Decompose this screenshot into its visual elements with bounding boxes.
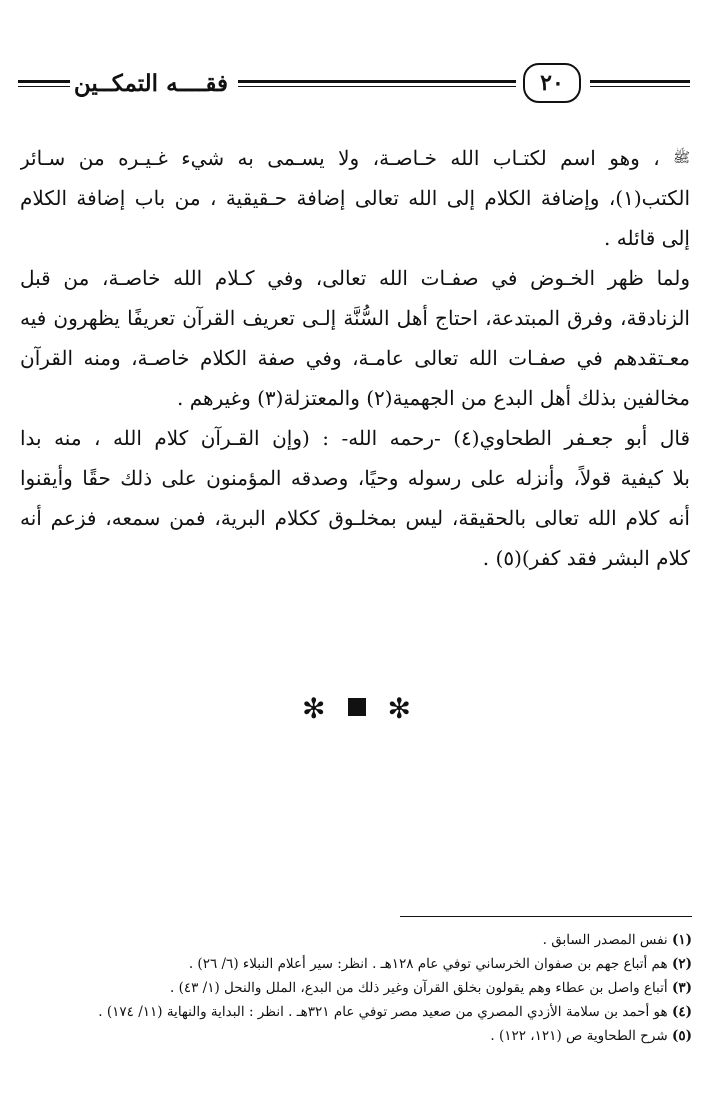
header-rule-middle-top — [238, 80, 516, 83]
footnote-item — [20, 1000, 692, 1024]
footnote-number: (٥) — [671, 1028, 692, 1044]
footnote-item — [20, 1024, 692, 1048]
footnote-text: نفس المصدر السابق . — [542, 932, 668, 948]
running-title: فقــــه التمكــين — [73, 70, 228, 97]
paragraph-line-text: ، وهو اسم لكتـاب الله خـاصـة، ولا يسـمى به شيء غـيـره من سـائر — [20, 146, 660, 170]
paragraph-line: ولما ظهر الخـوض في صفـات الله تعالى، وفي كـلام الله خاصـة، من قبل — [20, 266, 690, 290]
header-rule-right-top — [590, 80, 690, 83]
header-rule-left-top — [18, 80, 70, 83]
footnote-separator — [400, 916, 692, 917]
footnote-text: هم أتباع جهم بن صفوان الخرساني توفي عام ١٢٨هـ . انظر: سير أعلام النبلاء (٦/ ٢٦) . — [188, 956, 668, 972]
paragraph-line: كلام البشر فقد كفر)(٥) . — [482, 546, 690, 570]
footnote-item — [20, 928, 692, 952]
footnote-text: شرح الطحاوية ص (١٢١، ١٢٢) . — [490, 1028, 668, 1044]
footnote-text: هو أحمد بن سلامة الأزدي المصري من صعيد مصر توفي عام ٣٢١هـ . انظر : البداية والنهاية (١١/ ١٧٤) . — [98, 1004, 668, 1020]
header-rule-left-bottom — [18, 86, 70, 87]
salawat-glyph: ﷺ — [673, 150, 690, 166]
asterisk-flower-icon: ✻ — [387, 692, 411, 725]
footnote-item — [20, 976, 692, 1000]
paragraph-line: الزنادقة، وفرق المبتدعة، احتاج أهل السُّنَّة إلـى تعريف القرآن تعريفًا يظهرون فيه — [20, 306, 690, 330]
paragraph-line: إلى قائله . — [604, 226, 690, 250]
paragraph-line — [20, 138, 690, 178]
header-rule-middle-bottom — [238, 86, 516, 87]
paragraph-line: قال أبو جعـفر الطحاوي(٤) -رحمه الله- : (وإن القـرآن كلام الله ، منه بدا — [20, 426, 690, 450]
paragraph-line: أنه كلام الله تعالى بالحقيقة، ليس بمخلـوق ككلام البرية، فمن سمعه، فزعم أنه — [20, 506, 690, 530]
paragraph-1 — [20, 138, 690, 258]
black-square-icon — [348, 698, 366, 716]
section-divider-ornament — [0, 692, 713, 725]
footnote-text: أتباع واصل بن عطاء وهم يقولون بخلق القرآن وغير ذلك من البدع، الملل والنحل (١/ ٤٣) . — [169, 980, 668, 996]
footnotes — [20, 928, 692, 1048]
paragraph-line: الكتب(١)، وإضافة الكلام إلى الله تعالى إضافة حـقيقية ، من باب إضافة الكلام — [20, 186, 690, 210]
footnote-number: (٤) — [671, 1004, 692, 1020]
paragraph-line: بلا كيفية قولاً، وأنزله على رسوله وحيًا، وصدقه المؤمنون على ذلك حقًا وأيقنوا — [20, 466, 690, 490]
paragraph-line: معـتقدهم في صفـات الله تعالى عامـة، وفي صفة الكلام خاصـة، ومنه القرآن — [20, 346, 690, 370]
asterisk-flower-icon: ✻ — [302, 692, 326, 725]
header-rule-right-bottom — [590, 86, 690, 87]
paragraph-3 — [20, 418, 690, 578]
footnote-number: (٣) — [671, 980, 692, 996]
page-number: ٢٠ — [523, 63, 581, 103]
footnote-item — [20, 952, 692, 976]
paragraph-2 — [20, 258, 690, 418]
footnote-number: (٢) — [671, 956, 692, 972]
paragraph-line: مخالفين بذلك أهل البدع من الجهمية(٢) والمعتزلة(٣) وغيرهم . — [177, 386, 690, 410]
footnote-number: (١) — [671, 932, 692, 948]
